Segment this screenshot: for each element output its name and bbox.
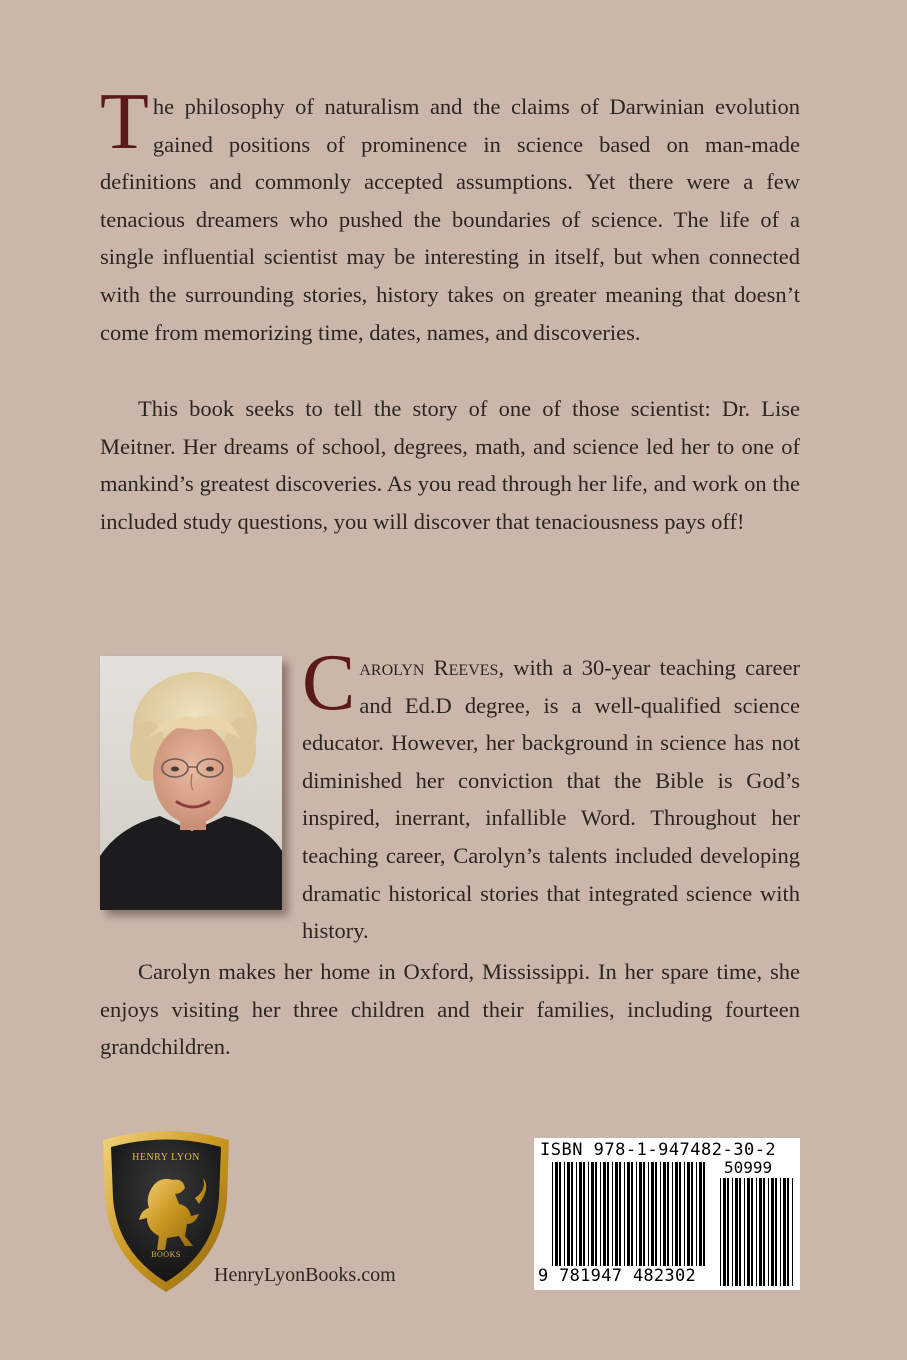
isbn-barcode [534, 1138, 800, 1290]
price-addon: 50999 [724, 1158, 773, 1177]
author-bio-text: , with a 30-year teaching career and Ed.D degree, is a well-qualified science educator. However, her background in science has not diminished her conviction that the Bible is God’s inspired, inerrant, infallible Word. Throughout her teaching career, Carolyn’s talents included developing dramatic historical stories that integrated science with history. [302, 655, 801, 944]
author-paragraph-2: Carolyn makes her home in Oxford, Mississippi. In her spare time, she enjoys visiting her three children and their families, including fourteen grandchildren. [100, 959, 800, 1060]
logo-bottom-text: BOOKS [151, 1250, 181, 1259]
author-name: arolyn Reeves [359, 655, 499, 680]
intro-paragraph-2: This book seeks to tell the story of one of those scientist: Dr. Lise Meitner. Her dreams of school, degrees, math, and science led her to one of mankind’s greatest discoveries. As you read through her life, and work on the included study questions, you will discover that tenaciousness pays off! [100, 396, 800, 534]
publisher-website: HenryLyonBooks.com [214, 1264, 396, 1286]
logo-top-text: HENRY LYON [132, 1152, 200, 1163]
author-bio [302, 639, 801, 950]
author-photo [100, 656, 282, 910]
intro-paragraph-1-text: he philosophy of naturalism and the claims of Darwinian evolution gained positions of prominence in science based on man-made definitions and commonly accepted assumptions. Yet there were a few tenacious dreamers who pushed the boundaries of science. The life of a single influential scientist may be interesting in itself, but when connected with the surrounding stories, history takes on greater meaning that doesn’t come from memorizing time, dates, names, and discoveries. [100, 94, 800, 345]
drop-cap-c: C [302, 639, 356, 727]
isbn-number: ISBN 978-1-947482-30-2 [540, 1140, 777, 1160]
drop-cap-t: T [100, 78, 149, 166]
ean-digits: 9 781947 482302 [538, 1266, 697, 1286]
intro-paragraph-1 [100, 78, 800, 351]
